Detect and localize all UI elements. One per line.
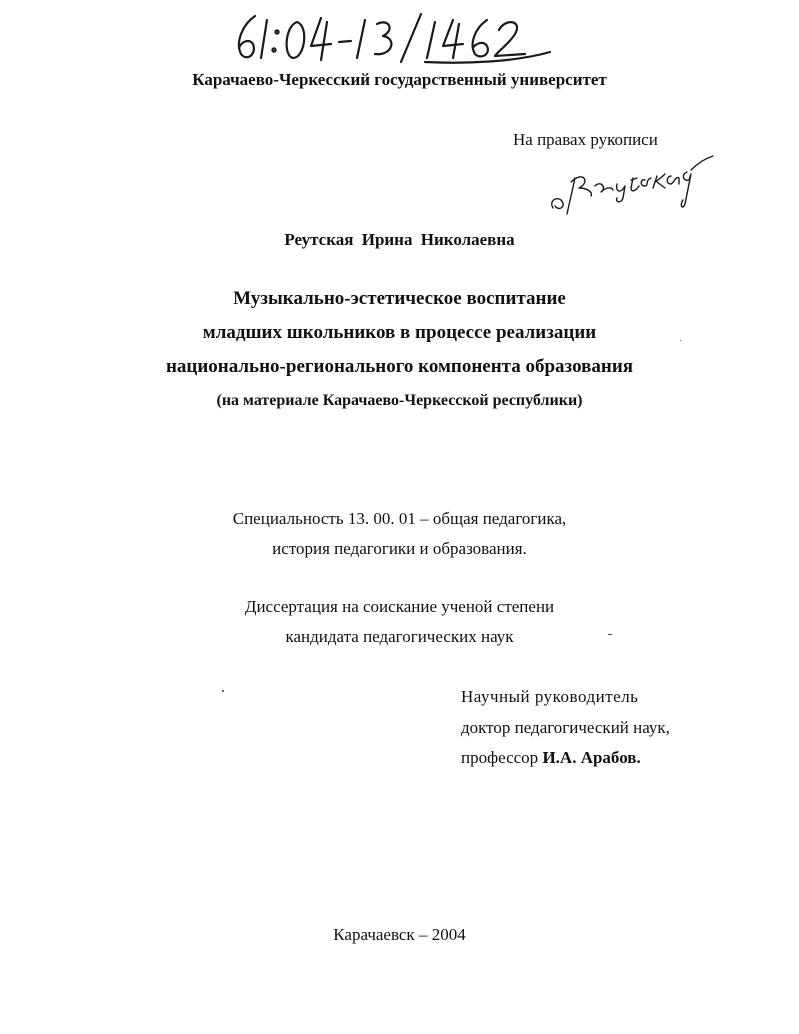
degree-line-1: Диссертация на соискание ученой степени bbox=[244, 597, 555, 616]
dissertation-title-subtitle: (на материале Карачаево-Черкесской республики) bbox=[216, 392, 583, 409]
scan-speck bbox=[222, 690, 224, 692]
degree-line-2: кандидата педагогических наук bbox=[285, 627, 514, 646]
supervisor-name-line bbox=[461, 748, 641, 768]
city-year: Карачаевск – 2004 bbox=[333, 925, 466, 944]
specialty-line-2: история педагогики и образования. bbox=[272, 539, 527, 558]
university-name: Карачаево-Черкесский государственный университет bbox=[192, 70, 607, 89]
signature-text bbox=[0, 0, 4, 1]
archive-number-handwritten bbox=[225, 8, 565, 68]
scan-speck bbox=[680, 340, 681, 341]
supervisor-title: профессор bbox=[461, 748, 543, 767]
manuscript-rights: На правах рукописи bbox=[513, 130, 658, 149]
dissertation-title-line-2: младших школьников в процессе реализации bbox=[202, 322, 597, 343]
specialty-line-1: Специальность 13. 00. 01 – общая педагогика, bbox=[232, 509, 567, 528]
dissertation-title-line-3: национально-регионального компонента образования bbox=[165, 356, 634, 377]
supervisor-name: И.А. Арабов. bbox=[542, 748, 641, 767]
scan-speck bbox=[608, 634, 612, 635]
author-name: Реутская Ирина Николаевна bbox=[284, 230, 515, 249]
supervisor-label: Научный руководитель bbox=[461, 687, 639, 706]
author-signature bbox=[545, 148, 715, 218]
dissertation-title-line-1: Музыкально-эстетическое воспитание bbox=[233, 288, 566, 309]
supervisor-degree: доктор педагогический наук, bbox=[461, 718, 670, 737]
